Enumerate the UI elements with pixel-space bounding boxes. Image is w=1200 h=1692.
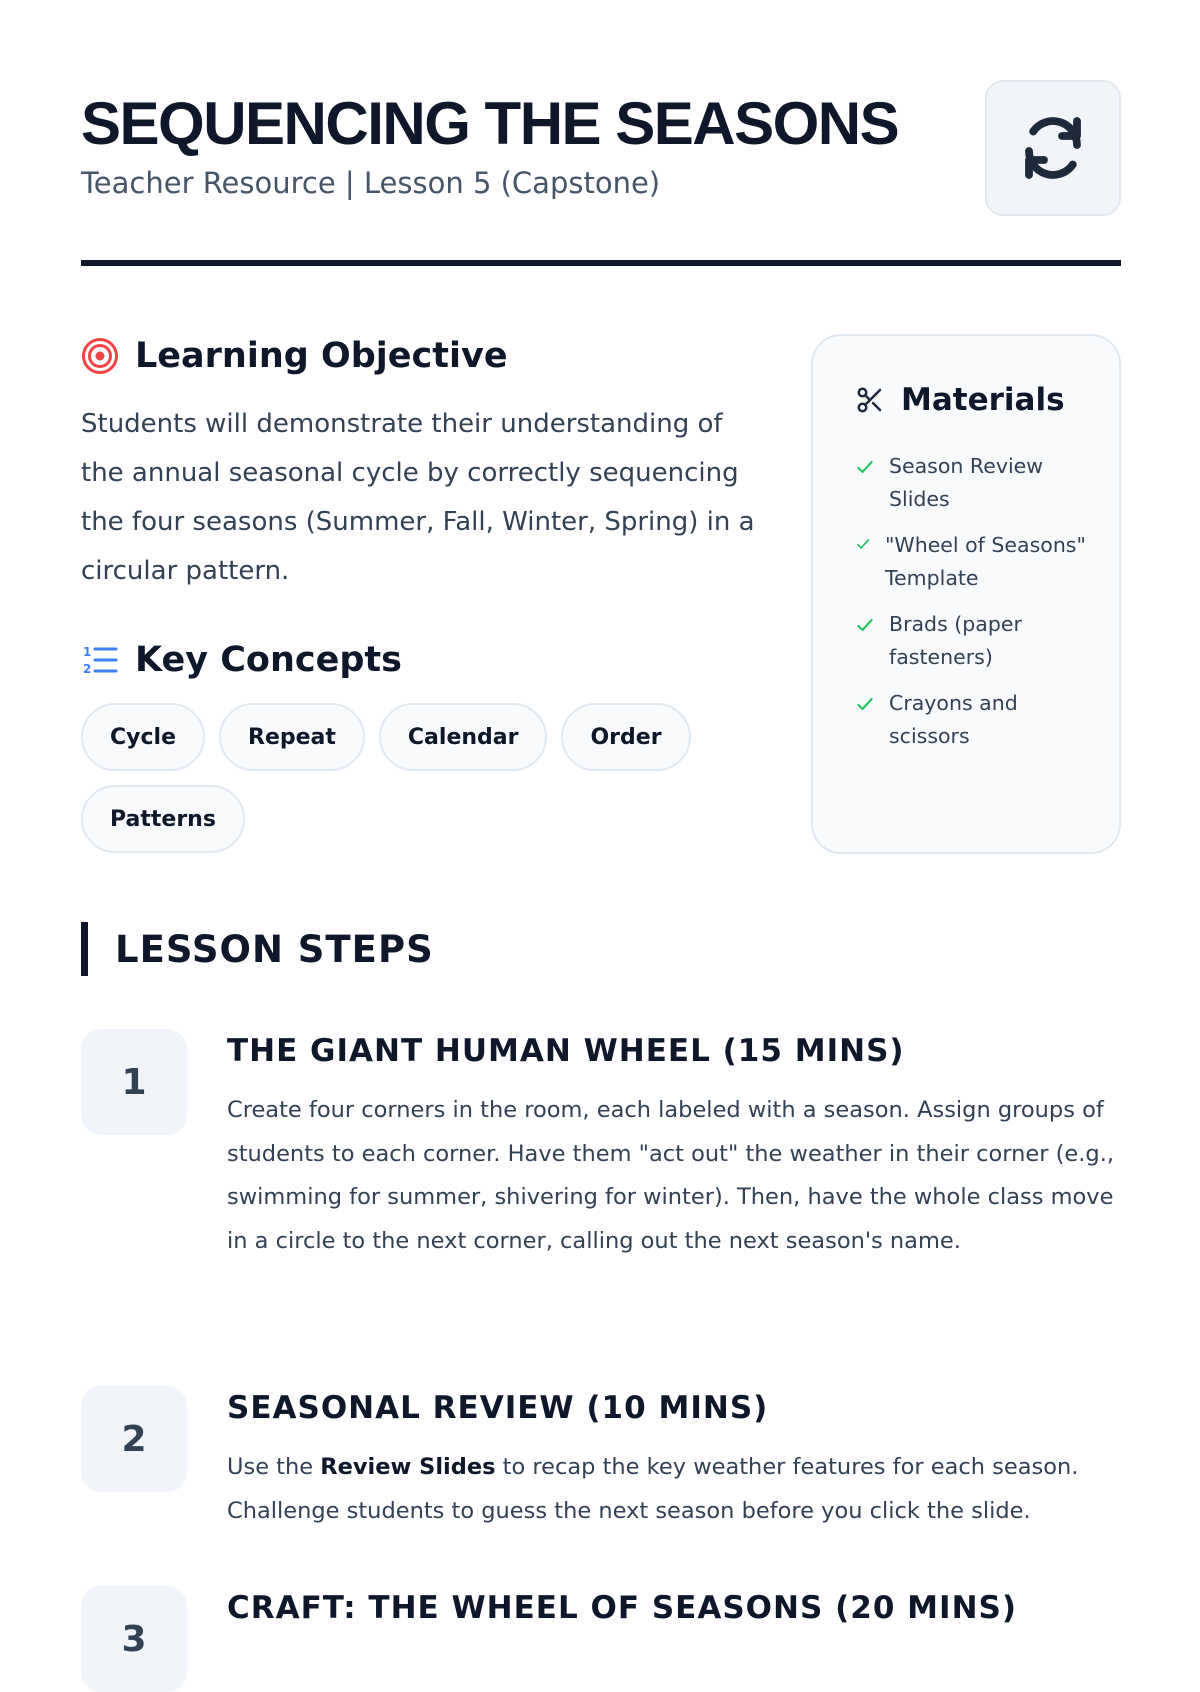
concept-pill-repeat: Repeat [219, 703, 365, 771]
materials-item-label: Crayons and scissors [889, 691, 1018, 748]
concepts-heading [81, 640, 402, 680]
lesson-steps-heading [81, 922, 434, 976]
concept-pill-patterns: Patterns [81, 785, 245, 853]
materials-heading [855, 382, 1065, 418]
check-icon [855, 615, 875, 635]
step-title: THE GIANT HUMAN WHEEL (15 MINS) [227, 1033, 905, 1069]
materials-item-label: Brads (paper fasteners) [889, 612, 1022, 669]
materials-card [811, 334, 1121, 854]
objective-heading [81, 336, 508, 376]
step-text-part: Use the [227, 1454, 321, 1480]
numbered-list-icon [81, 641, 119, 679]
step-title: CRAFT: THE WHEEL OF SEASONS (20 MINS) [227, 1590, 1018, 1626]
materials-list [855, 450, 1095, 766]
objective-text: Students will demonstrate their understanding of the annual seasonal cycle by correctly sequencing the four seasons (Summer, Fall, Winter, Spring) in a circular pattern. [81, 409, 755, 586]
step-description: Create four corners in the room, each labeled with a season. Assign groups of students to each corner. Have them "act out" the weather in their corner (e.g., swimming for summer, shivering for winter). Then, have the whole class move in a circle to the next corner, calling out the next season's name. [227, 1097, 1115, 1254]
scissors-icon [855, 385, 885, 415]
lesson-page [81, 0, 1121, 1660]
check-icon [855, 694, 875, 714]
materials-item [855, 529, 1095, 595]
step-number: 1 [81, 1029, 187, 1135]
svg-text:2: 2 [83, 662, 92, 676]
concepts-title: Key Concepts [135, 640, 402, 680]
page-header [81, 80, 1121, 220]
refresh-button[interactable] [985, 80, 1121, 216]
step-text-part: to recap the key weather features for each season. Challenge students to guess the next season before you click the slide. [227, 1454, 1079, 1524]
step-title: SEASONAL REVIEW (10 MINS) [227, 1390, 769, 1426]
page-subtitle: Teacher Resource | Lesson 5 (Capstone) [81, 166, 661, 200]
heading-accent-bar [81, 922, 88, 976]
step-description [227, 1446, 1123, 1533]
svg-text:1: 1 [83, 645, 92, 659]
materials-item [855, 608, 1095, 674]
step-number: 3 [81, 1586, 187, 1692]
lesson-steps-title: LESSON STEPS [115, 927, 434, 971]
header-divider [81, 260, 1121, 266]
check-icon [855, 536, 871, 552]
materials-item-label: Season Review Slides [889, 454, 1044, 511]
check-icon [855, 457, 875, 477]
page-title: SEQUENCING THE SEASONS [81, 90, 899, 157]
materials-item-label: "Wheel of Seasons" Template [885, 533, 1086, 590]
materials-title: Materials [901, 382, 1065, 418]
concept-pills [81, 703, 761, 853]
objective-title: Learning Objective [135, 336, 508, 376]
materials-item [855, 450, 1095, 516]
concept-pill-cycle: Cycle [81, 703, 205, 771]
concept-pill-order: Order [561, 703, 690, 771]
step-number: 2 [81, 1386, 187, 1492]
target-icon [81, 337, 119, 375]
materials-item [855, 687, 1095, 753]
step-text-emphasis: Review Slides [320, 1454, 496, 1480]
concept-pill-calendar: Calendar [379, 703, 548, 771]
refresh-icon [1017, 112, 1089, 184]
